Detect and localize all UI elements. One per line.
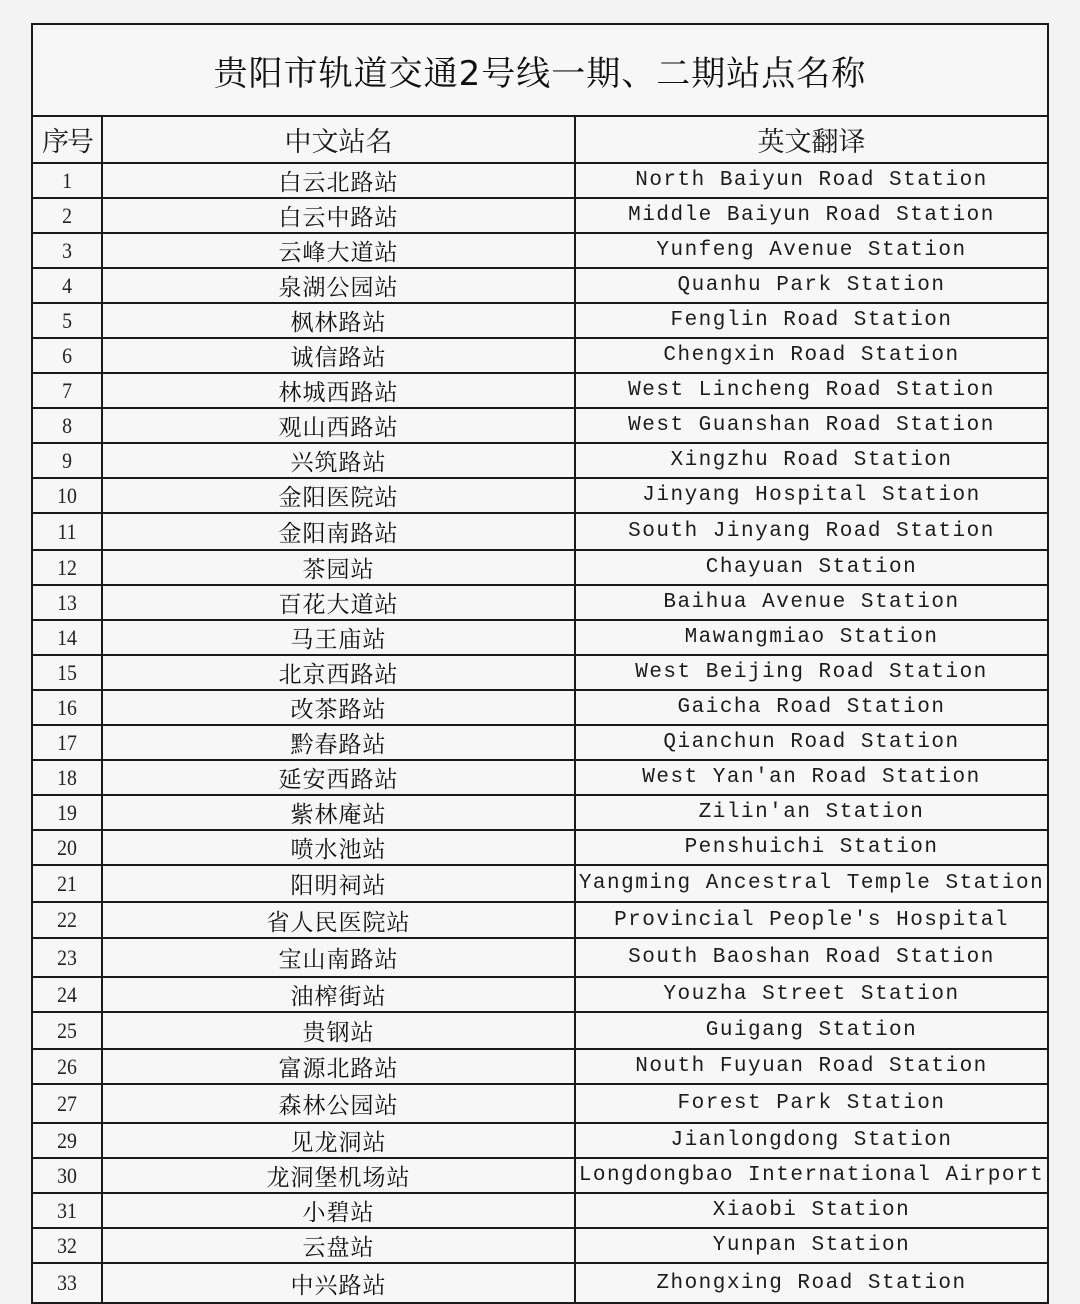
station-number-cell: 1 [36, 163, 98, 198]
chinese-name-cell: 马王庙站 [102, 620, 575, 655]
station-number-cell: 19 [36, 795, 98, 830]
english-name-cell: Jianlongdong Station [575, 1123, 1047, 1158]
chinese-name-cell: 兴筑路站 [102, 443, 575, 478]
chinese-name-cell: 紫林庵站 [102, 795, 575, 830]
english-name-cell: Chengxin Road Station [575, 338, 1047, 373]
chinese-name-cell: 观山西路站 [102, 408, 575, 443]
english-name-cell: Xingzhu Road Station [575, 443, 1047, 478]
table-row [33, 408, 1047, 443]
english-name-cell: Jinyang Hospital Station [575, 478, 1047, 513]
chinese-name-cell: 改茶路站 [102, 690, 575, 725]
table-row [33, 303, 1047, 338]
english-name-cell: West Lincheng Road Station [575, 373, 1047, 408]
station-number-cell: 2 [36, 198, 98, 233]
station-number-cell: 27 [36, 1084, 98, 1123]
english-name-cell: Chayuan Station [575, 550, 1047, 585]
english-name-cell: Nouth Fuyuan Road Station [575, 1049, 1047, 1084]
station-number-cell: 15 [36, 655, 98, 690]
english-name-cell: Fenglin Road Station [575, 303, 1047, 338]
english-name-cell: West Yan'an Road Station [575, 760, 1047, 795]
table-row [33, 513, 1047, 550]
table-title: 贵阳市轨道交通2号线一期、二期站点名称 [33, 25, 1047, 117]
header-row [33, 117, 1047, 163]
english-name-cell: Middle Baiyun Road Station [575, 198, 1047, 233]
table-row [33, 690, 1047, 725]
chinese-name-cell: 枫林路站 [102, 303, 575, 338]
chinese-name-cell: 阳明祠站 [102, 865, 575, 902]
english-name-cell: Gaicha Road Station [575, 690, 1047, 725]
station-name-table [31, 23, 1049, 1304]
station-number-cell: 11 [36, 513, 98, 550]
english-name-cell: Provincial People's Hospital [575, 902, 1047, 938]
chinese-name-cell: 金阳南路站 [102, 513, 575, 550]
stations-table [33, 117, 1047, 1302]
english-name-cell: Yunpan Station [575, 1228, 1047, 1263]
english-name-cell: North Baiyun Road Station [575, 163, 1047, 198]
table-row [33, 1263, 1047, 1302]
station-number-cell: 9 [36, 443, 98, 478]
chinese-name-cell: 小碧站 [102, 1193, 575, 1228]
column-header-english-name: 英文翻译 [575, 117, 1047, 163]
chinese-name-cell: 森林公园站 [102, 1084, 575, 1123]
english-name-cell: Longdongbao International Airport [575, 1158, 1047, 1193]
station-number-cell: 23 [36, 938, 98, 977]
station-number-cell: 32 [36, 1228, 98, 1263]
station-number-cell: 5 [36, 303, 98, 338]
table-row [33, 373, 1047, 408]
station-number-cell: 16 [36, 690, 98, 725]
station-number-cell: 21 [36, 865, 98, 902]
station-number-cell: 8 [36, 408, 98, 443]
table-row [33, 1158, 1047, 1193]
chinese-name-cell: 中兴路站 [102, 1263, 575, 1302]
english-name-cell: Penshuichi Station [575, 830, 1047, 865]
table-row [33, 1193, 1047, 1228]
english-name-cell: Xiaobi Station [575, 1193, 1047, 1228]
table-row [33, 938, 1047, 977]
chinese-name-cell: 云盘站 [102, 1228, 575, 1263]
english-name-cell: Yunfeng Avenue Station [575, 233, 1047, 268]
table-row [33, 1012, 1047, 1049]
english-name-cell: Guigang Station [575, 1012, 1047, 1049]
english-name-cell: Mawangmiao Station [575, 620, 1047, 655]
chinese-name-cell: 北京西路站 [102, 655, 575, 690]
english-name-cell: Forest Park Station [575, 1084, 1047, 1123]
chinese-name-cell: 泉湖公园站 [102, 268, 575, 303]
station-number-cell: 29 [36, 1123, 98, 1158]
chinese-name-cell: 油榨街站 [102, 977, 575, 1012]
table-row [33, 550, 1047, 585]
table-row [33, 760, 1047, 795]
table-row [33, 902, 1047, 938]
station-number-cell: 4 [36, 268, 98, 303]
chinese-name-cell: 贵钢站 [102, 1012, 575, 1049]
station-number-cell: 33 [36, 1263, 98, 1302]
station-number-cell: 20 [36, 830, 98, 865]
english-name-cell: Youzha Street Station [575, 977, 1047, 1012]
chinese-name-cell: 林城西路站 [102, 373, 575, 408]
column-header-chinese-name: 中文站名 [102, 117, 575, 163]
station-number-cell: 22 [36, 902, 98, 938]
table-row [33, 268, 1047, 303]
chinese-name-cell: 白云中路站 [102, 198, 575, 233]
english-name-cell: Zhongxing Road Station [575, 1263, 1047, 1302]
table-row [33, 338, 1047, 373]
english-name-cell: South Jinyang Road Station [575, 513, 1047, 550]
station-number-cell: 25 [36, 1012, 98, 1049]
table-row [33, 977, 1047, 1012]
table-row [33, 795, 1047, 830]
chinese-name-cell: 诚信路站 [102, 338, 575, 373]
column-header-number: 序号 [33, 117, 102, 163]
chinese-name-cell: 喷水池站 [102, 830, 575, 865]
station-number-cell: 10 [36, 478, 98, 513]
table-row [33, 443, 1047, 478]
chinese-name-cell: 省人民医院站 [102, 902, 575, 938]
station-number-cell: 31 [36, 1193, 98, 1228]
table-row [33, 865, 1047, 902]
chinese-name-cell: 云峰大道站 [102, 233, 575, 268]
table-row [33, 620, 1047, 655]
station-number-cell: 7 [36, 373, 98, 408]
table-row [33, 830, 1047, 865]
english-name-cell: Qianchun Road Station [575, 725, 1047, 760]
chinese-name-cell: 百花大道站 [102, 585, 575, 620]
chinese-name-cell: 金阳医院站 [102, 478, 575, 513]
station-number-cell: 24 [36, 977, 98, 1012]
table-row [33, 1228, 1047, 1263]
table-row [33, 1049, 1047, 1084]
english-name-cell: West Guanshan Road Station [575, 408, 1047, 443]
table-row [33, 163, 1047, 198]
station-number-cell: 13 [36, 585, 98, 620]
chinese-name-cell: 龙洞堡机场站 [102, 1158, 575, 1193]
table-row [33, 1123, 1047, 1158]
table-row [33, 725, 1047, 760]
table-row [33, 655, 1047, 690]
table-row [33, 478, 1047, 513]
table-row [33, 1084, 1047, 1123]
table-row [33, 233, 1047, 268]
english-name-cell: West Beijing Road Station [575, 655, 1047, 690]
station-number-cell: 17 [36, 725, 98, 760]
chinese-name-cell: 白云北路站 [102, 163, 575, 198]
station-number-cell: 30 [36, 1158, 98, 1193]
chinese-name-cell: 茶园站 [102, 550, 575, 585]
chinese-name-cell: 富源北路站 [102, 1049, 575, 1084]
table-row [33, 198, 1047, 233]
station-number-cell: 12 [36, 550, 98, 585]
station-number-cell: 3 [36, 233, 98, 268]
chinese-name-cell: 见龙洞站 [102, 1123, 575, 1158]
english-name-cell: Quanhu Park Station [575, 268, 1047, 303]
station-number-cell: 18 [36, 760, 98, 795]
english-name-cell: South Baoshan Road Station [575, 938, 1047, 977]
chinese-name-cell: 宝山南路站 [102, 938, 575, 977]
english-name-cell: Yangming Ancestral Temple Station [575, 865, 1047, 902]
station-number-cell: 26 [36, 1049, 98, 1084]
station-number-cell: 6 [36, 338, 98, 373]
table-row [33, 585, 1047, 620]
english-name-cell: Baihua Avenue Station [575, 585, 1047, 620]
chinese-name-cell: 延安西路站 [102, 760, 575, 795]
station-number-cell: 14 [36, 620, 98, 655]
chinese-name-cell: 黔春路站 [102, 725, 575, 760]
english-name-cell: Zilin'an Station [575, 795, 1047, 830]
